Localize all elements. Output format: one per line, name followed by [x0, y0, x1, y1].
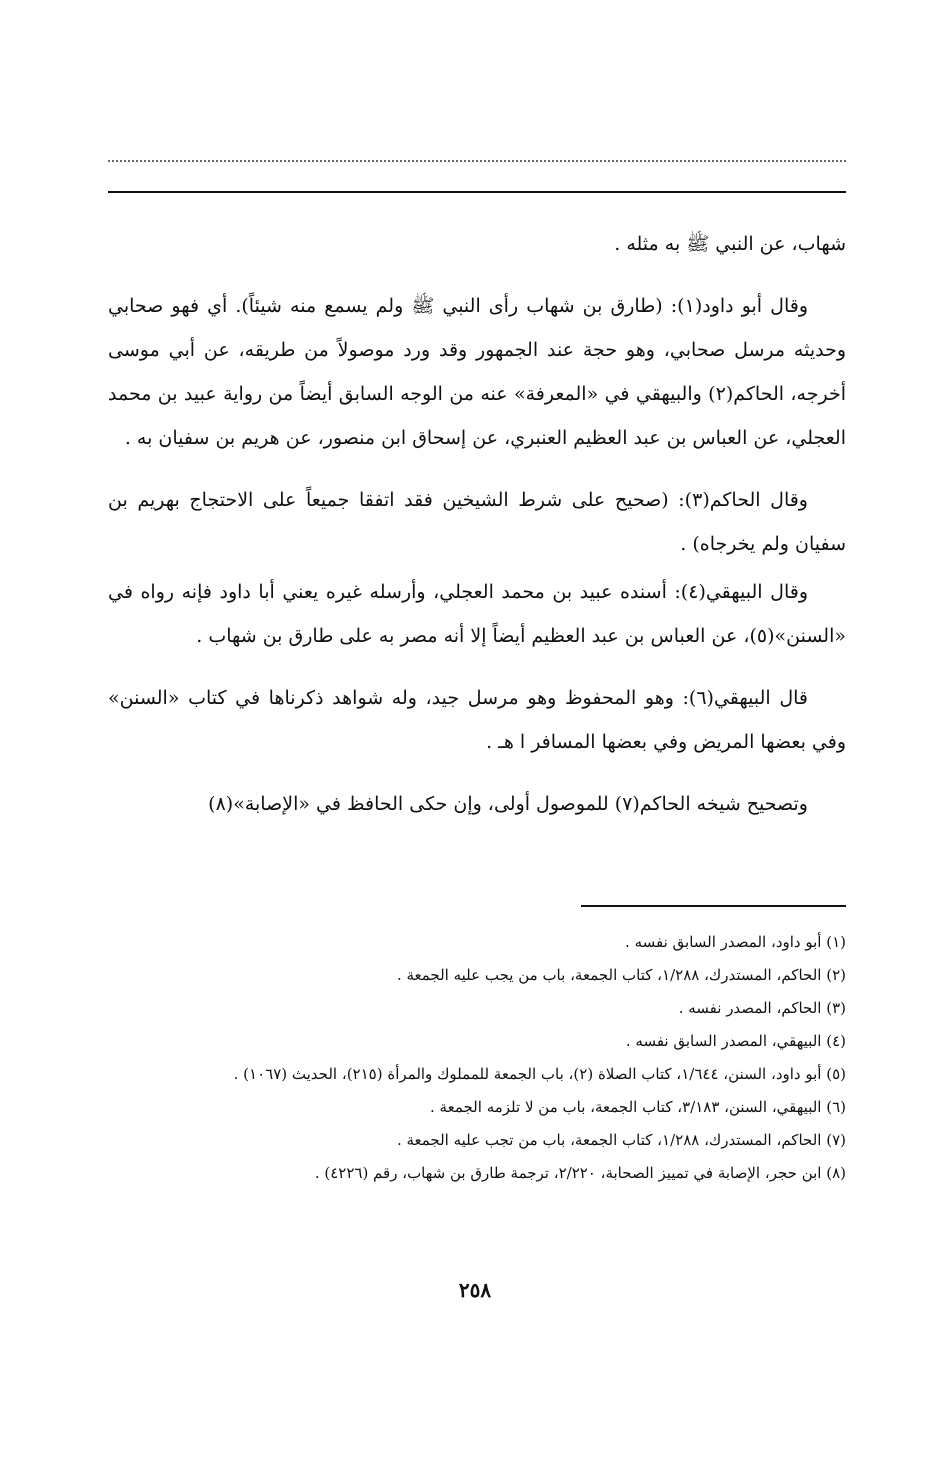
paragraph-abu-dawud: وقال أبو داود(١): (طارق بن شهاب رأى النبي ﷺ ولم يسمع منه شيئاً). أي فهو صحابي وحديثه مرسل صحابي، وهو حجة عند الجمهور وقد ورد موصولاً من طريقه، عن أبي موسى أخرجه، الحاكم(٢) والبيهقي في «المعرفة» عنه من الوجه السابق أيضاً من رواية عبيد بن محمد العجلي، عن العباس بن عبد العظيم العنبري، عن إسحاق ابن منصور، عن هريم بن سفيان به . [108, 295, 846, 449]
footnote-item: (٤) البيهقي، المصدر السابق نفسه . [625, 1032, 846, 1050]
paragraph-bayhaqi-isnad: وقال البيهقي(٤): أسنده عبيد بن محمد العجلي، وأرسله غيره يعني أبا داود فإنه رواه في «السنن»(٥)، عن العباس بن عبد العظيم أيضاً إلا أنه مصر به على طارق بن شهاب . [108, 581, 846, 647]
paragraph-hakim: وقال الحاكم(٣): (صحيح على شرط الشيخين فقد اتفقا جميعاً على الاحتجاج بهريم بن سفيان ولم يخرجاه) . [108, 489, 846, 555]
header-solid-rule [108, 191, 846, 193]
footnote-item: (٥) أبو داود، السنن، ١/٦٤٤، كتاب الصلاة (٢)، باب الجمعة للمملوك والمرأة (٢١٥)، الحديث (١٠٦٧) . [233, 1065, 846, 1083]
footnote-item: (٨) ابن حجر، الإصابة في تمييز الصحابة، ٢/٢٢٠، ترجمة طارق بن شهاب، رقم (٤٢٢٦) . [314, 1164, 846, 1182]
header-dotted-rule [108, 160, 846, 162]
paragraph-tashih: وتصحيح شيخه الحاكم(٧) للموصول أولى، وإن حكى الحافظ في «الإصابة»(٨) [208, 793, 808, 815]
footnote-separator [581, 905, 846, 907]
main-text [108, 222, 846, 844]
footnotes-list [108, 926, 846, 1190]
paragraph-continuation: شهاب، عن النبي ﷺ به مثله . [614, 233, 846, 255]
footnote-item: (٢) الحاكم، المستدرك، ١/٢٨٨، كتاب الجمعة، باب من يجب عليه الجمعة . [396, 966, 846, 984]
footnote-item: (٦) البيهقي، السنن، ٣/١٨٣، كتاب الجمعة، باب من لا تلزمه الجمعة . [430, 1098, 846, 1116]
paragraph-bayhaqi-mahfuz: قال البيهقي(٦): وهو المحفوظ وهو مرسل جيد، وله شواهد ذكرناها في كتاب «السنن» وفي بعضها المريض وفي بعضها المسافر ا هـ . [108, 687, 846, 753]
footnote-item: (١) أبو داود، المصدر السابق نفسه . [625, 933, 846, 951]
footnote-item: (٣) الحاكم، المصدر نفسه . [678, 999, 846, 1017]
footnote-item: (٧) الحاكم، المستدرك، ١/٢٨٨، كتاب الجمعة، باب من تجب عليه الجمعة . [396, 1131, 846, 1149]
page-number: ٢٥٨ [458, 1278, 492, 1302]
